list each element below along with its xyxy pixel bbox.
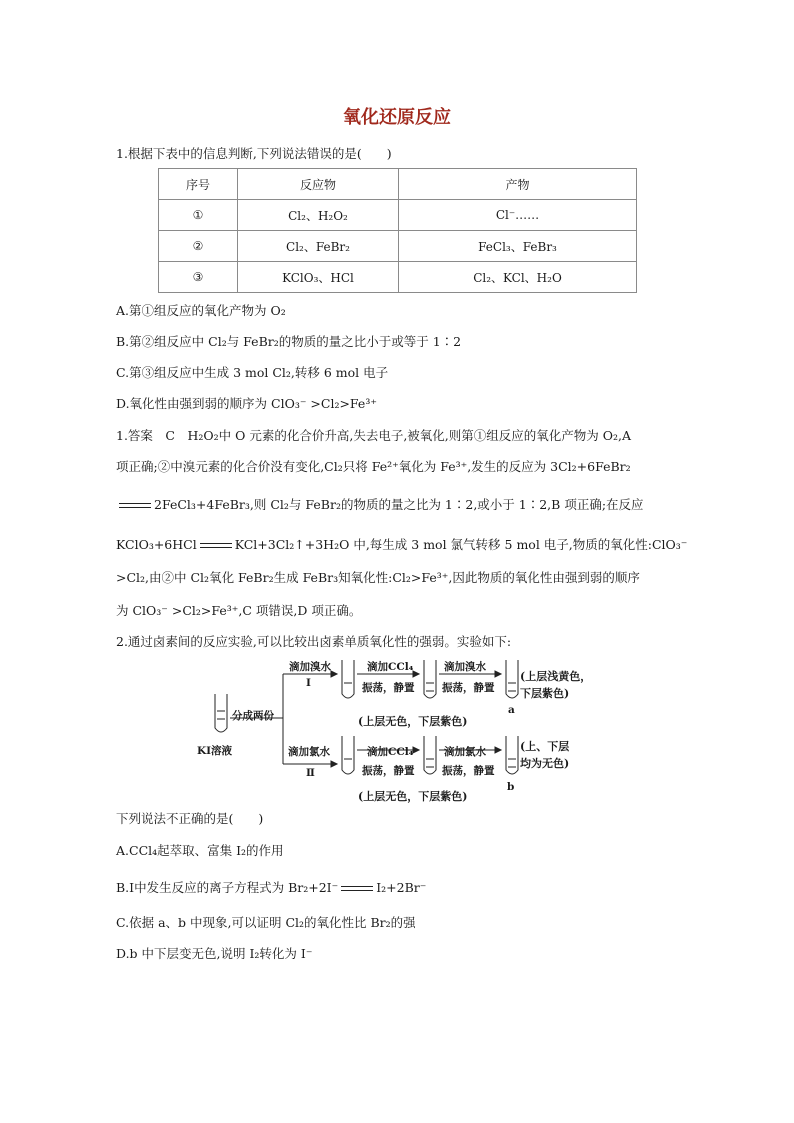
top-end-note-2: 下层紫色)	[520, 687, 570, 700]
table-row	[159, 200, 637, 231]
table-cell: ③	[159, 262, 238, 293]
bot-step2b-label: 振荡，静置	[362, 765, 415, 777]
option-text: I₂+2Br⁻	[376, 880, 427, 895]
option-text: B.Ⅰ中发生反应的离子方程式为 Br₂+2I⁻	[116, 880, 339, 895]
table-header-row	[159, 169, 637, 200]
top-end-note-1: (上层浅黄色，	[520, 670, 592, 683]
test-tube-b	[506, 736, 518, 774]
bot-step1-label: 滴加氯水	[288, 746, 330, 758]
table-row	[159, 262, 637, 293]
equals-sign	[341, 886, 373, 891]
bot-step3-label: 滴加氯水	[444, 746, 486, 758]
table-cell: Cl⁻……	[399, 200, 637, 231]
top-mid-note: (上层无色，下层紫色)	[358, 715, 468, 728]
q1-option-d: D.氧化性由强到弱的顺序为 ClO₃⁻ >Cl₂>Fe³⁺	[116, 396, 377, 411]
bot-step2-label: 滴加CCl₄	[367, 746, 414, 758]
answer-text: KCl+3Cl₂↑+3H₂O 中,每生成 3 mol 氯气转移 5 mol 电子,物质的氧化性:ClO₃⁻	[234, 537, 688, 552]
bot-mid-note: (上层无色，下层紫色)	[358, 790, 468, 803]
page-title: 氧化还原反应	[343, 107, 451, 128]
table-header: 反应物	[238, 169, 399, 200]
table-header: 序号	[159, 169, 238, 200]
q1-answer-line: 为 ClO₃⁻ >Cl₂>Fe³⁺,C 项错误,D 项正确。	[116, 603, 362, 618]
equals-sign	[200, 543, 232, 548]
branch-2-label: Ⅱ	[306, 767, 315, 779]
top-step1-label: 滴加溴水	[289, 661, 331, 673]
table-cell: ①	[159, 200, 238, 231]
q2-option-c: C.依据 a、b 中现象,可以证明 Cl₂的氧化性比 Br₂的强	[116, 915, 416, 930]
answer-text: 2FeCl₃+4FeBr₃,则 Cl₂与 FeBr₂的物质的量之比为 1∶2,或小于 1∶2,B 项正确;在反应	[154, 497, 644, 512]
q1-option-b: B.第②组反应中 Cl₂与 FeBr₂的物质的量之比小于或等于 1∶2	[116, 334, 462, 349]
table-cell: KClO₃、HCl	[238, 262, 399, 293]
q1-answer-line	[116, 496, 644, 514]
table-cell: FeCl₃、FeBr₃	[399, 231, 637, 262]
ki-solution-label: KI溶液	[197, 745, 233, 757]
equals-sign	[119, 503, 151, 508]
test-tube	[424, 736, 436, 774]
bot-end-note-2: 均为无色)	[520, 757, 570, 770]
table-cell: Cl₂、FeBr₂	[238, 231, 399, 262]
top-step3b-label: 振荡，静置	[442, 682, 495, 694]
test-tube	[424, 660, 436, 698]
q2-option-d: D.b 中下层变无色,说明 I₂转化为 I⁻	[116, 946, 313, 961]
table-header: 产物	[399, 169, 637, 200]
top-step2b-label: 振荡，静置	[362, 682, 415, 694]
split-label: 分成两份	[232, 710, 274, 722]
tube-b-label: b	[507, 781, 515, 793]
table-row	[159, 231, 637, 262]
tube-a-label: a	[508, 704, 515, 716]
test-tube-a	[506, 660, 518, 698]
q1-answer-line	[116, 536, 687, 554]
bot-step3b-label: 振荡，静置	[442, 765, 495, 777]
q2-option-b	[116, 879, 426, 897]
q1-answer-line: >Cl₂,由②中 Cl₂氧化 FeBr₂生成 FeBr₃知氧化性:Cl₂>Fe³⁺,因此物质的氧化性由强到弱的顺序	[116, 570, 640, 585]
q1-answer-line: 1.答案 C H₂O₂中 O 元素的化合价升高,失去电子,被氧化,则第①组反应的氧化产物为 O₂,A	[116, 428, 632, 443]
q2-sub-stem: 下列说法不正确的是( )	[116, 811, 264, 826]
q1-option-a: A.第①组反应的氧化产物为 O₂	[116, 303, 286, 318]
table-cell: ②	[159, 231, 238, 262]
q1-table	[158, 168, 637, 293]
test-tube	[342, 660, 354, 698]
q2-option-a: A.CCl₄起萃取、富集 I₂的作用	[116, 843, 284, 858]
test-tube-ki	[215, 694, 227, 732]
test-tube	[342, 736, 354, 774]
table-cell: Cl₂、H₂O₂	[238, 200, 399, 231]
q1-answer-line: 项正确;②中溴元素的化合价没有变化,Cl₂只将 Fe²⁺氧化为 Fe³⁺,发生的反应为 3Cl₂+6FeBr₂	[116, 459, 631, 474]
top-step3-label: 滴加溴水	[444, 661, 486, 673]
q2-stem: 2.通过卤素间的反应实验,可以比较出卤素单质氧化性的强弱。实验如下:	[116, 634, 512, 649]
bot-end-note-1: (上、下层	[520, 740, 570, 753]
table-cell: Cl₂、KCl、H₂O	[399, 262, 637, 293]
q1-stem: 1.根据下表中的信息判断,下列说法错误的是( )	[116, 146, 392, 161]
answer-text: KClO₃+6HCl	[116, 537, 197, 552]
branch-1-label: Ⅰ	[306, 677, 311, 689]
top-step2-label: 滴加CCl₄	[367, 661, 414, 673]
q1-option-c: C.第③组反应中生成 3 mol Cl₂,转移 6 mol 电子	[116, 365, 389, 380]
